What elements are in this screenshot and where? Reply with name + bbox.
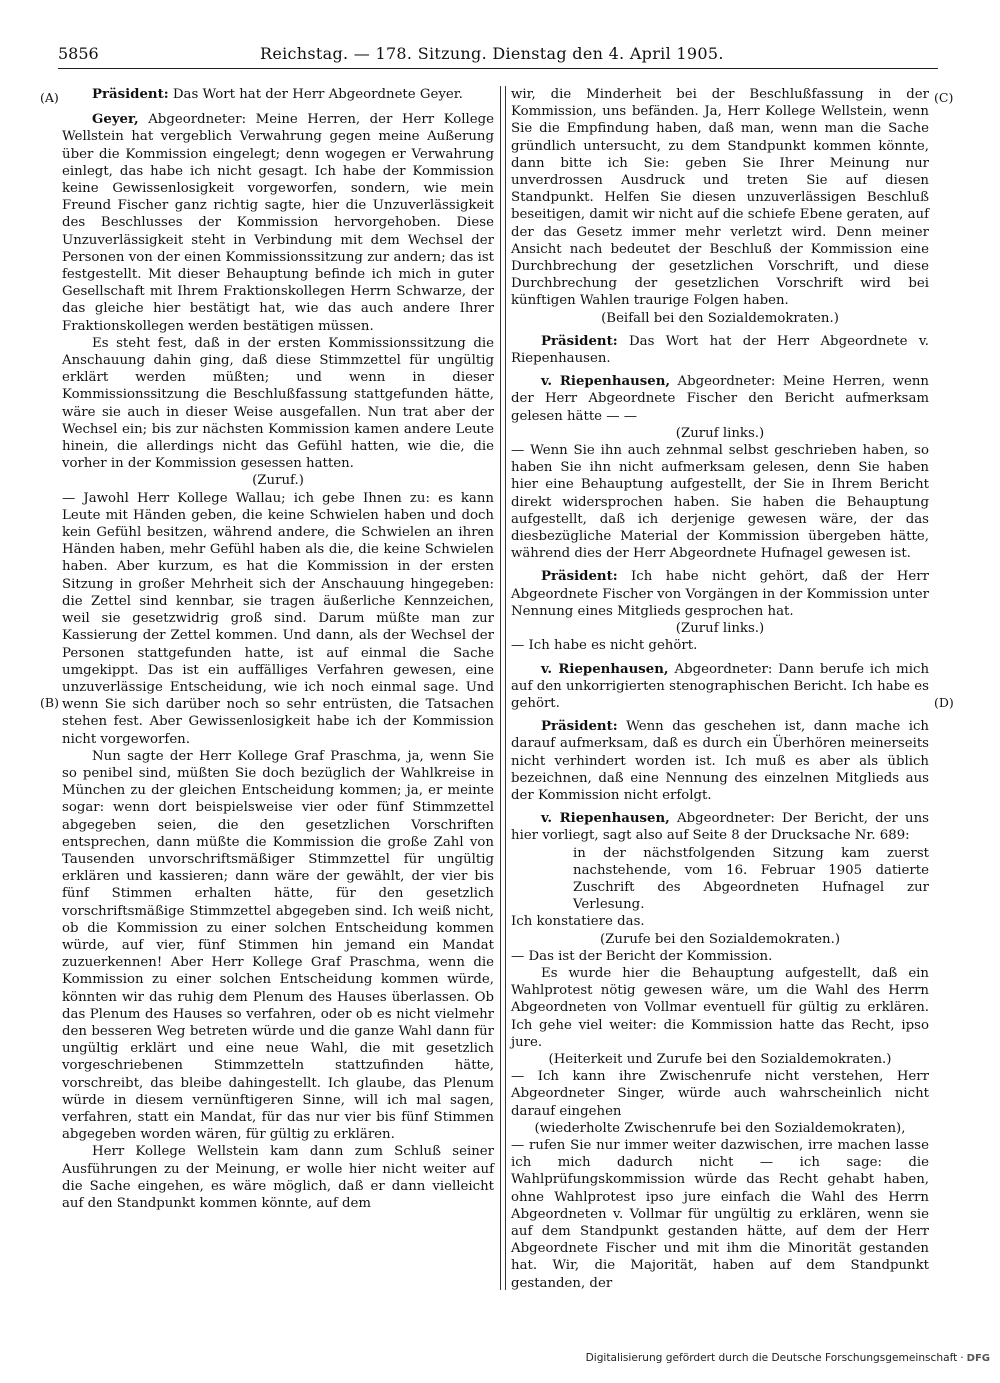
paragraph: Es wurde hier die Behauptung aufgestellt, daß ein Wahlprotest nötig gewesen wäre, um die Wahl des Herrn Abgeordneten von Vollmar eventuell für gültig zu erklären. Ich gehe viel weiter: die Kommission hatte das Recht, ipso jure. <box>511 965 929 1050</box>
speech-text: Abgeordneter: Meine Herren, wenn der Herr Abgeordnete Fischer den Bericht aufmerksam gelesen hätte — — <box>511 374 929 424</box>
speaker-name: Präsident: <box>92 87 169 102</box>
paragraph <box>62 86 494 103</box>
interjection: (Zuruf links.) <box>675 425 765 441</box>
right-column <box>511 86 929 1292</box>
block-quote: in der nächstfolgenden Sitzung kam zuerst nachstehende, vom 16. Februar 1905 datierte Zuschrift des Abgeordneten Hufnagel zur Verlesung. <box>573 845 929 913</box>
speech-text: Abgeordneter: Dann berufe ich mich auf den unkorrigierten stenographischen Bericht. Ich habe es gehört. <box>511 661 930 711</box>
speaker-name: v. Riepenhausen, <box>541 661 669 677</box>
speaker-name: v. Riepenhausen, <box>541 374 671 390</box>
speaker-name: Präsident: <box>541 719 618 735</box>
column-divider <box>500 86 501 1290</box>
speaker-name: Präsident: <box>541 333 618 349</box>
paragraph <box>511 373 929 425</box>
speech-text: Ich habe nicht gehört, daß der Herr Abgeordnete Fischer von Vorgängen in der Kommission unter Nennung eines Mitglieds gesprochen hat. <box>511 569 929 619</box>
speaker-name: Geyer, <box>92 112 139 128</box>
paragraph: — Ich kann ihre Zwischenrufe nicht verstehen, Herr Abgeordneter Singer, würde auch wahrscheinlich nicht darauf eingehen <box>511 1069 929 1119</box>
paragraph: Ich konstatiere das. <box>511 914 645 930</box>
paragraph: Nun sagte der Herr Kollege Graf Praschma, ja, wenn Sie so penibel sind, müßten Sie doch bezüglich der Wahlkreise in München zu der gleichen Entscheidung kommen; ja, er meinte sogar: wenn dort beispielsweise vier oder fünf Stimmzettel abgegeben seien, die den gesetzlichen Vorschriften entsprechen, dann müßte die Kommission die große Zahl von Tausenden unvorschriftsmäßiger Stimmzettel für ungültig erklären und kassieren; dann wäre der gewählt, der vier bis fünf Stimmen erhalten hätte, für den gesetzlich vorschriftsmäßige Stimmzettel abgegeben sind. Ich weiß nicht, ob die Kommission zu einer solchen Entscheidung kommen würde, auf vier, fünf Stimmen hin jemand ein Mandat zuzuerkennen! Aber Herr Kollege Graf Praschma, wenn die Kommission zu einer solchen Entscheidung kommen würde, könnten wir das ruhig dem Plenum des Hauses überlassen. Ob das Plenum des Hauses so verfahren, oder ob es nicht vielmehr den besseren Weg betreten würde und die ganze Wahl dann für ungültig erklärt und eine neue Wahl, die mit gesetzlich vorgeschriebenen Stimmzetteln stattzufinden hätte, vorschreibt, das bleibe dahingestellt. Ich glaube, das Plenum würde in diesem vernünftigeren Sinne, will ich mal sagen, verfahren, statt ein Mandat, für das nur vier bis fünf Stimmen abgegeben worden wären, für gültig zu erklären. <box>62 748 494 1143</box>
interjection: (Zuruf links.) <box>675 621 765 637</box>
speech-text: Abgeordneter: Der Bericht, der uns hier vorliegt, sagt also auf Seite 8 der Drucksache Nr. 689: <box>511 811 930 844</box>
column-divider <box>505 86 506 1290</box>
margin-marker-c: (C) <box>934 90 954 105</box>
interjection: (Zurufe bei den Sozialdemokraten.) <box>599 931 841 947</box>
margin-marker-a: (A) <box>40 90 59 105</box>
header-rule <box>58 68 938 69</box>
speech-text: Das Wort hat der Herr Abgeordnete Geyer. <box>168 87 463 102</box>
paragraph <box>511 810 929 844</box>
speaker-name: Präsident: <box>541 569 618 585</box>
page-header <box>0 44 1000 70</box>
interjection: (wiederholte Zwischenrufe bei den Sozialdemokraten), <box>534 1120 906 1136</box>
paragraph: — rufen Sie nur immer weiter dazwischen, irre machen lasse ich mich dadurch nicht — ich sage: die Wahlprüfungskommission würde das Recht gehabt haben, ohne Wahlprotest ipso jure einfach die Wahl des Herrn Abgeordneten v. Vollmar für ungültig zu erklären, wenn sie auf dem Standpunkt gestanden hätte, auf dem der Herr Abgeordnete Fischer und mit ihm die Minorität gestanden hat. Wir, die Majorität, haben auf dem Standpunkt gestanden, der <box>511 1137 929 1291</box>
page-number: 5856 <box>58 44 99 63</box>
margin-marker-d: (D) <box>934 695 954 710</box>
dfg-logo: DFG <box>966 1352 990 1364</box>
paragraph <box>511 333 929 367</box>
speech-text: Das Wort hat der Herr Abgeordnete v. Riepenhausen. <box>511 333 929 367</box>
interjection: (Heiterkeit und Zurufe bei den Sozialdemokraten.) <box>548 1051 892 1067</box>
running-title: Reichstag. — 178. Sitzung. Dienstag den 4. April 1905. <box>260 44 724 63</box>
speech-text: Wenn das geschehen ist, dann mache ich darauf aufmerksam, daß es durch ein Überhören meinerseits nicht verhindert worden ist. Ich muß es aber als üblich bezeichnen, daß eine Nennung des einzelnen Mitglieds aus der Kommission nicht erfolgt. <box>511 719 929 803</box>
margin-marker-b: (B) <box>40 695 59 710</box>
interjection: (Zuruf.) <box>252 473 304 489</box>
paragraph: wir, die Minderheit bei der Beschlußfassung in der Kommission, uns befänden. Ja, Herr Kollege Wellstein, wenn Sie die Empfindung haben, daß man, wenn man die Sache gründlich untersucht, zu dem Standpunkt kommen könnte, dann bitte ich Sie: geben Sie Ihrer Meinung nur unverdrossen Ausdruck und treten Sie auf diesen Standpunkt. Helfen Sie diesen unzuverlässigen Beschluß beseitigen, damit wir nicht auf die schiefe Ebene geraten, auf der das Gesetz immer mehr verletzt wird. Denn meiner Ansicht nach bedeutet der Beschluß der Kommission eine Durchbrechung der gesetzlichen Vorschrift, und diese Durchbrechung der gesetzlichen Vorschrift wird bei künftigen Wahlen traurige Folgen haben. <box>511 87 929 309</box>
paragraph <box>62 111 494 335</box>
paragraph: — Jawohl Herr Kollege Wallau; ich gebe Ihnen zu: es kann Leute mit Händen geben, die keine Schwielen haben und doch kein Gefühl besitzen, während andere, die Schwielen an ihren Händen haben, mehr Gefühl haben als die, die keine Schwielen haben. Aber kurzum, es hat die Kommission in der ersten Sitzung in großer Mehrheit sich der Anschauung hingegeben: die Zettel sind kennbar, sie tragen äußerliche Kennzeichen, weil sie gesetzwidrig groß sind. Darum müßte man zur Kassierung der Zettel kommen. Und dann, als der Wechsel der Personen stattgefunden hatte, ist auf einmal die Sache umgekippt. Das ist ein auffälliges Verfahren gewesen, eine unzuverlässige Entscheidung, wie ich noch einmal sage. Und wenn Sie sich darüber noch so sehr entrüsten, die Tatsachen stehen fest. Aber Gewissenlosigkeit habe ich der Kommission nicht vorgeworfen. <box>62 490 494 747</box>
paragraph: Herr Kollege Wellstein kam dann zum Schluß seiner Ausführungen zu der Meinung, er wolle hier nicht weiter auf die Sache eingehen, es wäre möglich, daß er dann vielleicht auf den Standpunkt kommen könnte, auf dem <box>62 1144 494 1211</box>
paragraph: — Ich habe es nicht gehört. <box>511 638 698 654</box>
speech-text: Abgeordneter: Meine Herren, der Herr Kollege Wellstein hat vergeblich Verwahrung gegen meine Außerung über die Kommission eingelegt; denn wogegen er Verwahrung einlegt, das habe ich nicht gesagt. Ich habe der Kommission keine Gewissenlosigkeit vorgeworfen, sondern, wie mein Freund Fischer ganz richtig sagte, hier die Unzuverlässigkeit des Beschlusses der Kommission hervorgehoben. Diese Unzuverlässigkeit steht in Verbindung mit dem Wechsel der Personen von der einen Kommissionssitzung zur andern; das ist festgestellt. Mit dieser Behauptung befinde ich mich in guter Gesellschaft mit Ihrem Fraktionskollegen Herrn Schwarze, der das gleiche hier bestätigt hat, wie das auch andere Ihrer Fraktionskollegen werden bestätigen müssen. <box>62 112 494 334</box>
left-column <box>62 86 494 1212</box>
interjection: (Beifall bei den Sozialdemokraten.) <box>601 310 839 326</box>
paragraph <box>511 718 929 804</box>
paragraph <box>511 661 929 713</box>
paragraph: — Wenn Sie ihn auch zehnmal selbst geschrieben haben, so haben Sie ihn nicht aufmerksam gelesen, denn Sie haben hier eine Behauptung aufgestellt, der Sie in Ihrem Bericht direkt widersprochen haben. Sie haben die Behauptung aufgestellt, daß ich derjenige gewesen wäre, der das diesbezügliche Material der Kommission übergeben hätte, während dies der Herr Abgeordnete Hufnagel gewesen ist. <box>511 443 929 562</box>
paragraph <box>511 568 929 620</box>
paragraph: — Das ist der Bericht der Kommission. <box>511 948 773 964</box>
footer-credit: Digitalisierung gefördert durch die Deutsche Forschungsgemeinschaft · DFG <box>585 1352 990 1364</box>
footer-text: Digitalisierung gefördert durch die Deutsche Forschungsgemeinschaft <box>585 1352 958 1364</box>
speaker-name: v. Riepenhausen, <box>541 811 670 827</box>
paragraph: Es steht fest, daß in der ersten Kommissionssitzung die Anschauung dahin ging, daß diese Stimmzettel für ungültig erklärt werden müßten; und wenn in dieser Kommissionssitzung die Beschlußfassung stattgefunden hätte, wäre sie auch in dieser Weise ausgefallen. Nun trat aber der Wechsel ein; bis zur nächsten Kommission kamen andere Leute hinein, die allerdings nicht das Gefühl hatten, wie die, die vorher in der Kommission gesessen hatten. <box>62 335 494 472</box>
